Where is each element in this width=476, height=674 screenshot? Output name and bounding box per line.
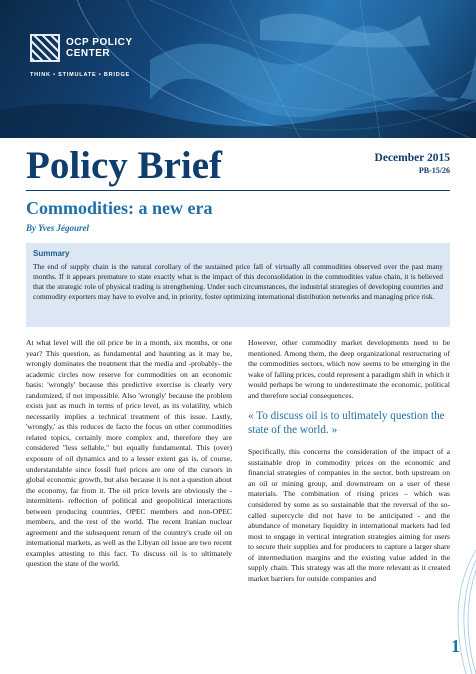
summary-heading: Summary <box>33 249 70 258</box>
body-paragraph: However, other commodity market developments need to be mentioned. Among them, the deep organizational restructuring of the commodities sectors, which now seems to be emerging in the wake of falling prices, could represent a paradigm shift in which it would perhaps be wrong to underestimate the economic, political and therefore social consequences. <box>248 338 451 400</box>
body-paragraph: At what level will the oil price be in a month, six months, or one year? This question, as fundamental and haunting as it may be, wrongly dominates the treatment that the media and -probably- the academic circles now reserve for commodities on an economic basis: 'wrongly' because this predictive exercise is clearly very randomized, if not impossible. Also 'wrongly' because the problem exists just as much in terms of price level, as its volatility, which necessarily implies a technical treatment of this issue. Lastly, 'wrongly,' as this reduces de facto the focus on other commodities related topics, certainly more complex and, therefore they are considered "less sellable," but equally fundamental. This (over) exposure of oil dynamics and to a lesser extent gas is, of course, understandable since fossil fuel prices are one of the cursors in global economic growth, but also because it is not a question about the economy, far from it. The oil price levels are obviously the -intermittent- reflection of political and geopolitical interactions between producing countries, OPEC members and non-OPEC members, and the rest of the world. The recent Iranian nuclear agreement and the subsequent return of the country's crude oil on international markets, as well as the Libyan oil issue are two recent examples attesting to this fact. To discuss oil is to ultimately question the state of the world. <box>26 338 232 569</box>
ocp-logo-icon <box>30 34 60 62</box>
pull-quote: « To discuss oil is to ultimately question the state of the world. » <box>248 410 445 436</box>
body-column-left <box>26 338 232 570</box>
logo-tagline: THINK • STIMULATE • BRIDGE <box>30 72 131 78</box>
logo-word-center: CENTER <box>66 48 111 59</box>
publication-code: PB-15/26 <box>418 166 450 175</box>
body-paragraph: Specifically, this concerns the consideration of the impact of a sustainable drop in commodity prices on the economic and financial strategies of companies in the sector, both upstream on an oil or mining group, and downstream on a user of these materials. The combination of rising prices – which was considered by some as so sustainable that the reversal of the so-called supercycle did not have to be anticipated - and the abundance of monetary liquidity in international markets had led most to engage in vertical integration strategies aiming for users to secure their supplies and for producers to capture a larger share of intermediation margins and the existing value added in the supply chain. This strategy was all the more relevant as it created market barriers for outside companies and <box>248 447 450 583</box>
header-banner <box>0 0 476 138</box>
body-column-right <box>248 338 450 584</box>
logo-word-ocp: OCP <box>66 37 89 48</box>
logo-word-policy: POLICY <box>92 37 133 48</box>
article-author: By Yves Jégourel <box>26 223 89 233</box>
series-title: Policy Brief <box>26 144 223 187</box>
summary-text: The end of supply chain is the natural corollary of the sustained price fall of virtually all commodities observed over the past many months. If it appears premature to state exactly what is the impact of this deconsolidation in the commodities value chain, it is believed that the strategic role of physical trading is strengthening. Under such circumstances, the industrial strategies of developing countries and commodity exporters may have to evolve and, in priority, foster optimizing international distribution networks and managing price risk. <box>33 262 443 301</box>
ocp-logo <box>30 34 133 70</box>
logo-text-line1 <box>66 37 133 48</box>
page-number: 1 <box>451 636 460 656</box>
summary-box <box>26 243 450 327</box>
title-divider <box>26 190 450 191</box>
publication-date: December 2015 <box>374 152 450 164</box>
article-headline: Commodities: a new era <box>26 198 213 218</box>
